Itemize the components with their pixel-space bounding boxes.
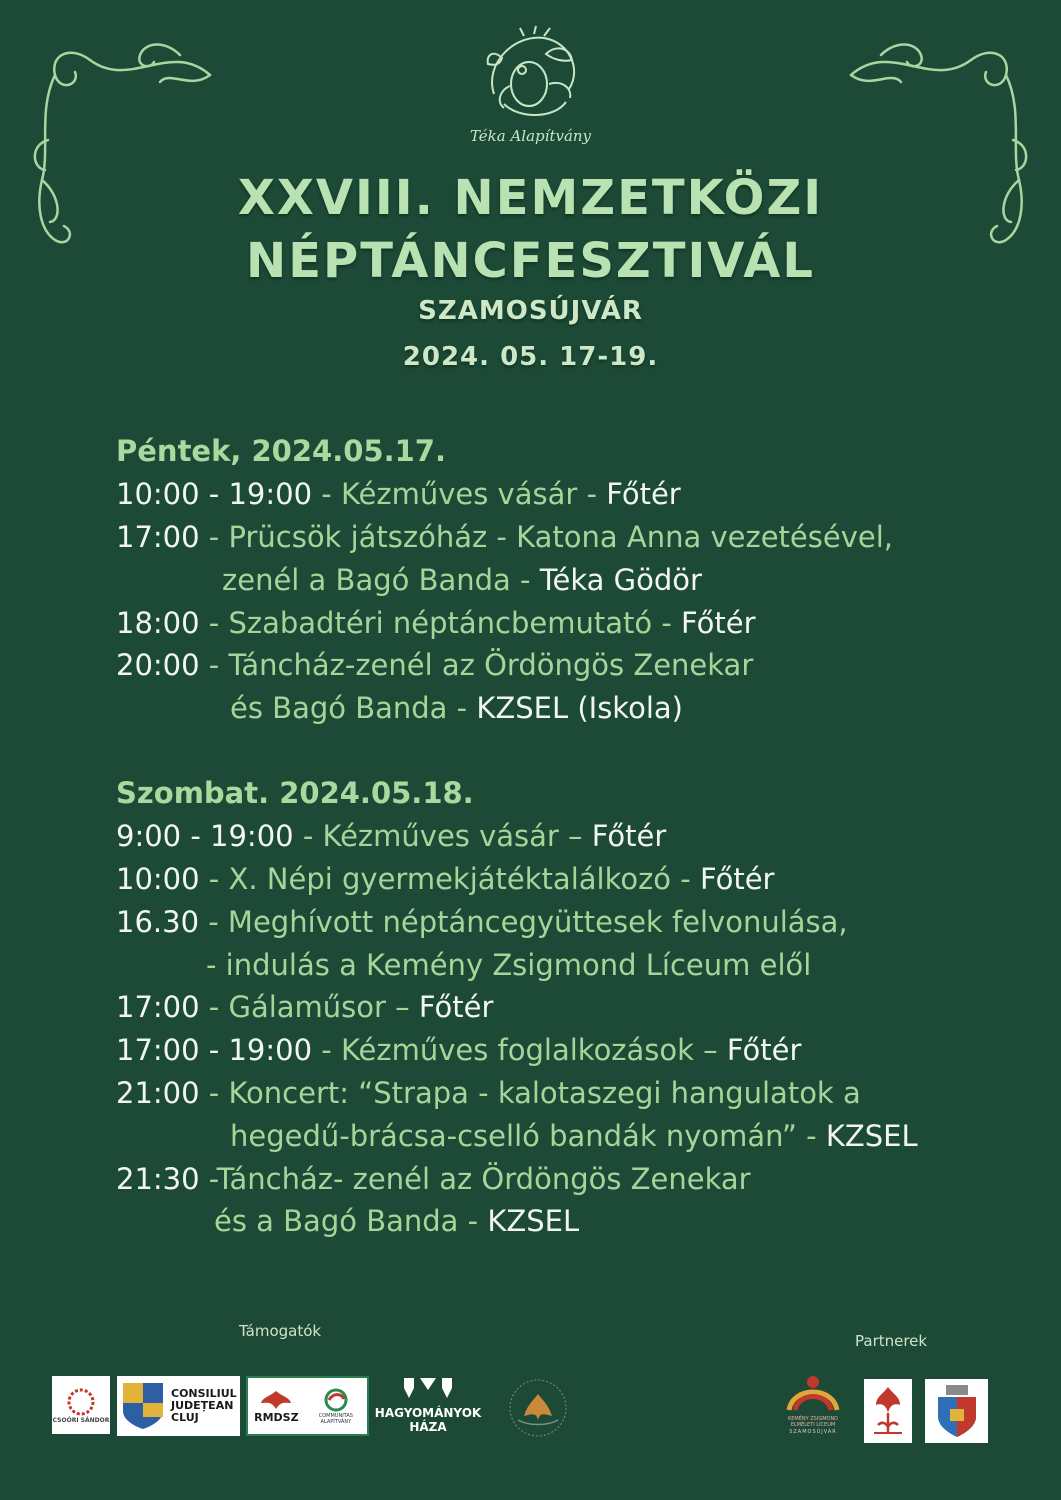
sponsor-logo-hagyomanyok xyxy=(372,1376,484,1438)
festival-dates: 2024. 05. 17-19. xyxy=(402,342,659,372)
schedule-time: 9:00 - 19:00 xyxy=(116,819,294,853)
sponsor-csoori-text: CSOÓRI SÁNDOR xyxy=(52,1416,110,1424)
schedule-line xyxy=(214,1203,579,1239)
schedule-line xyxy=(116,1161,751,1197)
sponsor-logo-csoori xyxy=(52,1376,110,1434)
rmdsz-block xyxy=(254,1389,298,1424)
schedule-activity: - Meghívott néptáncegyüttesek felvonulása, xyxy=(199,905,848,939)
schedule-activity: és Bagó Banda - xyxy=(230,691,477,725)
partner-kzsel-city: SZAMOSÚJVÁR xyxy=(789,1429,837,1435)
schedule-activity: - Gálaműsor – xyxy=(199,990,419,1024)
communitas-block xyxy=(311,1387,361,1425)
schedule-place: KZSEL (Iskola) xyxy=(476,691,683,725)
partner-kzsel-text: KEMÉNY ZSIGMOND ELMÉLETI LÍCEUM xyxy=(787,1416,839,1428)
schedule-activity: - Kézműves vásár - xyxy=(312,477,607,511)
erdelyi-hagyomanyok-seal-icon xyxy=(498,1376,578,1440)
supporters-label: Támogatók xyxy=(239,1322,322,1340)
schedule-line xyxy=(230,1118,918,1154)
hagyomanyok-icon xyxy=(400,1376,456,1402)
schedule-place: KZSEL xyxy=(825,1119,918,1153)
schedule-activity: - Prücsök játszóház - Katona Anna vezetésével, xyxy=(199,520,893,554)
schedule-time: 17:00 xyxy=(116,990,200,1024)
schedule-place: Főtér xyxy=(699,862,775,896)
schedule-place: Főtér xyxy=(726,1033,802,1067)
partner-logo-city-crest xyxy=(925,1379,988,1443)
city-coat-of-arms-icon xyxy=(934,1383,980,1439)
schedule-activity: - Kézműves foglalkozások – xyxy=(312,1033,727,1067)
schedule-line xyxy=(222,562,702,598)
schedule-line xyxy=(116,476,681,512)
schedule-line xyxy=(116,605,756,641)
festival-city: SZAMOSÚJVÁR xyxy=(418,296,643,326)
schedule-line xyxy=(206,947,811,983)
sponsor-communitas-text: COMMUNITAS ALAPÍTVÁNY xyxy=(318,1413,353,1425)
folk-motif-icon xyxy=(868,1383,908,1439)
friday-heading: Péntek, 2024.05.17. xyxy=(116,434,446,468)
circle-swoosh-icon xyxy=(321,1387,351,1413)
schedule-line xyxy=(116,818,666,854)
schedule-place: KZSEL xyxy=(487,1204,580,1238)
schedule-place: Főtér xyxy=(418,990,494,1024)
organization-name: Téka Alapítvány xyxy=(469,127,592,145)
schedule-activity: - Koncert: “Strapa - kalotaszegi hangulatok a xyxy=(199,1076,861,1110)
schedule-time: 20:00 xyxy=(116,648,200,682)
schedule-line xyxy=(230,690,683,726)
schedule-line xyxy=(116,861,774,897)
schedule-time: 10:00 - 19:00 xyxy=(116,477,313,511)
schedule-place: Főtér xyxy=(591,819,667,853)
schedule-line xyxy=(116,1075,861,1111)
schedule-activity: - indulás a Kemény Zsigmond Líceum elől xyxy=(206,948,812,982)
schedule-activity: - X. Népi gyermekjátéktalálkozó - xyxy=(199,862,700,896)
schedule-activity: hegedű-brácsa-cselló bandák nyomán” - xyxy=(230,1119,826,1153)
sponsor-logo-cj xyxy=(117,1376,240,1436)
coat-of-arms-icon xyxy=(121,1381,165,1431)
schedule-line xyxy=(116,519,893,555)
schedule-time: 21:30 xyxy=(116,1162,200,1196)
schedule-line xyxy=(116,989,493,1025)
schedule-line xyxy=(116,1032,801,1068)
schedule-activity: zenél a Bagó Banda - xyxy=(222,563,540,597)
festival-title-line2: NÉPTÁNCFESZTIVÁL xyxy=(246,233,815,289)
schedule-activity: - Táncház-zenél az Ördöngös Zenekar xyxy=(199,648,754,682)
schedule-time: 21:00 xyxy=(116,1076,200,1110)
kzsel-crest-icon xyxy=(783,1372,843,1412)
sponsor-hagyomanyok-text1: HAGYOMÁNYOK xyxy=(374,1406,482,1420)
schedule-line xyxy=(116,647,753,683)
schedule-activity: - Kézműves vásár – xyxy=(293,819,592,853)
sponsor-cj-text: CONSILIUL JUDEȚEAN CLUJ xyxy=(171,1387,237,1424)
schedule-place: Főtér xyxy=(681,606,756,640)
schedule-time: 10:00 xyxy=(116,862,200,896)
floral-wreath-icon xyxy=(59,1387,103,1417)
tulip-icon xyxy=(259,1389,293,1411)
festival-title-line1: XXVIII. NEMZETKÖZI xyxy=(237,170,824,226)
schedule-time: 16.30 xyxy=(116,905,200,939)
schedule-activity: - Szabadtéri néptáncbemutató - xyxy=(199,606,682,640)
schedule-activity: -Táncház- zenél az Ördöngös Zenekar xyxy=(199,1162,751,1196)
sponsor-logo-rmdsz xyxy=(246,1376,369,1436)
saturday-heading: Szombat. 2024.05.18. xyxy=(116,776,474,810)
schedule-activity: és a Bagó Banda - xyxy=(214,1204,488,1238)
schedule-time: 18:00 xyxy=(116,606,200,640)
schedule-line xyxy=(116,904,848,940)
schedule-place: Főtér xyxy=(606,477,681,511)
schedule-time: 17:00 xyxy=(116,520,200,554)
partner-logo-motif xyxy=(864,1379,912,1443)
schedule-time: 17:00 - 19:00 xyxy=(116,1033,313,1067)
partners-label: Partnerek xyxy=(855,1332,928,1350)
sponsor-hagyomanyok-text2: HÁZA xyxy=(409,1420,447,1434)
sponsor-rmdsz-text: RMDSZ xyxy=(254,1410,299,1424)
teka-logo-icon xyxy=(474,24,589,129)
schedule-place: Téka Gödör xyxy=(539,563,702,597)
partner-logo-kzsel xyxy=(778,1372,848,1452)
